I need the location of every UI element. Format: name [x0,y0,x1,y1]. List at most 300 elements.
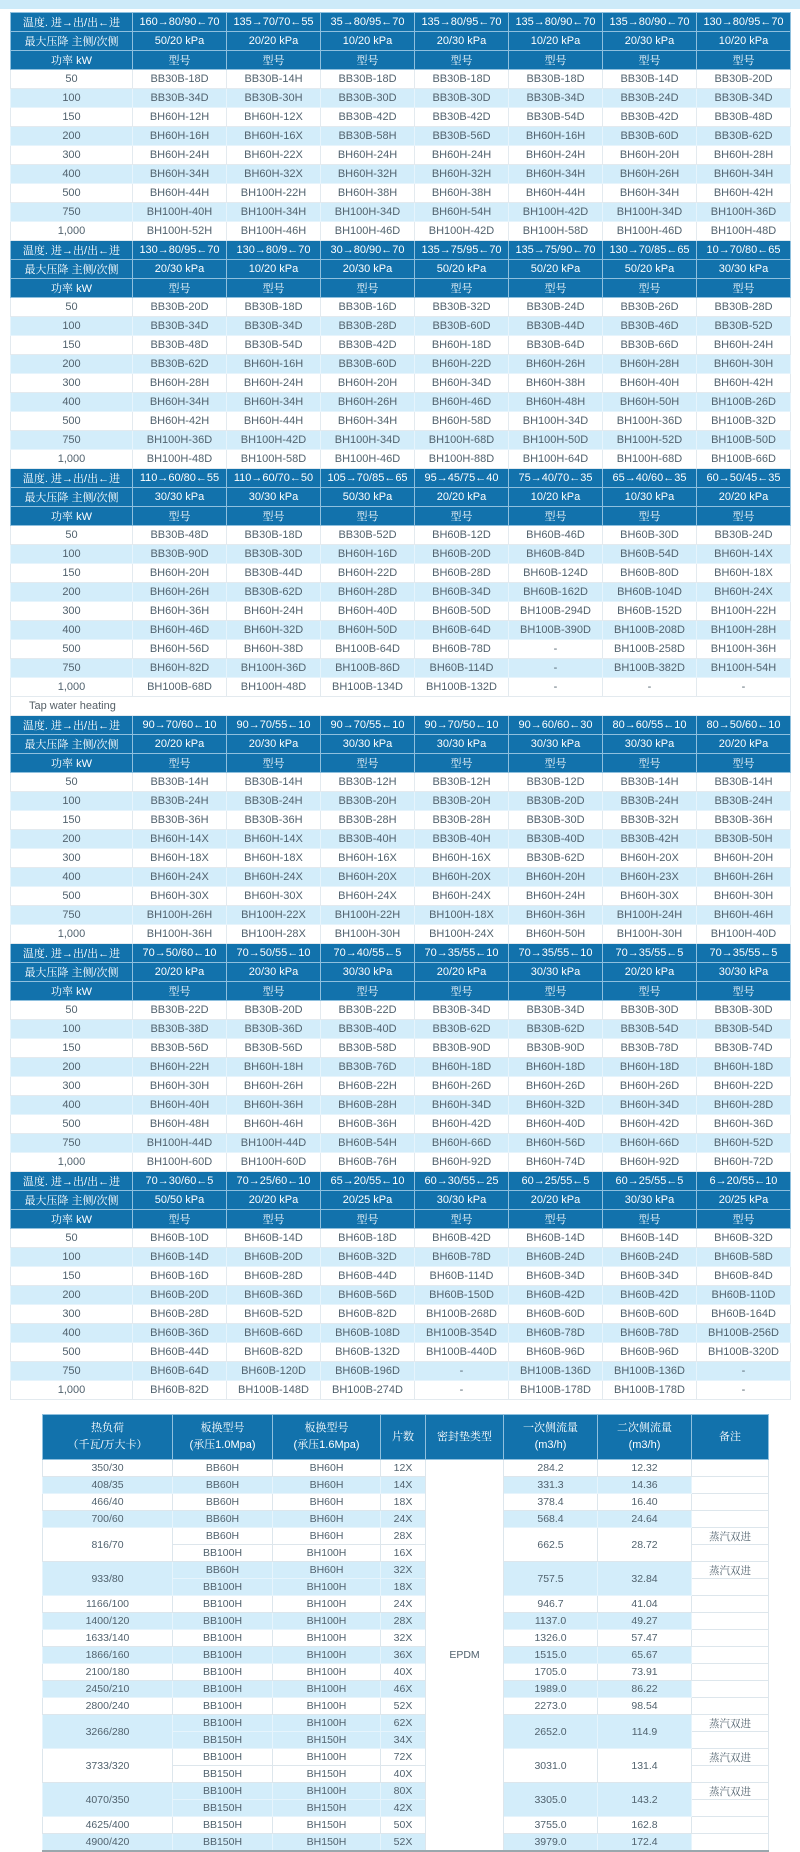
temp-header-cell: 90→70/55←10 [227,716,321,735]
pressure-header-cell: 30/30 kPa [321,735,415,754]
power-cell: 1,000 [11,678,133,697]
model-cell: BH60H-18X [227,849,321,868]
model-cell: BH60B-44D [133,1343,227,1362]
secondary-flow-cell: 65.67 [598,1647,692,1664]
model-cell: BH60H-20H [133,564,227,583]
temp-header-cell: 60→25/55←5 [603,1172,697,1191]
temp-header-cell: 35→80/95←70 [321,13,415,32]
spec-row [43,1817,769,1834]
model-cell: BH60B-28D [415,564,509,583]
model-cell: BH60H-30H [697,887,791,906]
power-cell: 1,000 [11,222,133,241]
plate-count-cell: 14X [381,1477,426,1494]
power-cell: 400 [11,1324,133,1343]
model-cell: BB30B-18D [227,526,321,545]
power-cell: 200 [11,355,133,374]
model-cell: BH60H-32X [227,165,321,184]
model-cell: BH60B-110D [697,1286,791,1305]
model-label: 型号 [415,1210,509,1229]
temp-header-cell: 80→50/60←10 [697,716,791,735]
model-1mpa-cell: BB60H [173,1494,273,1511]
remark-cell [692,1766,769,1783]
model-cell: BH60H-34H [697,165,791,184]
power-cell: 200 [11,1286,133,1305]
model-cell: BH60H-16X [321,849,415,868]
model-cell: BB30B-34D [133,89,227,108]
model-cell: BH60H-24X [321,887,415,906]
model-cell: BH60B-84D [509,545,603,564]
model-cell: BH60H-38H [321,184,415,203]
spec-row [43,1664,769,1681]
model-cell: BB30B-20D [509,792,603,811]
spec-table-head [43,1415,769,1460]
spec-row [43,1528,769,1545]
model-cell: BH60H-34D [415,1096,509,1115]
pressure-header-cell: 50/20 kPa [133,32,227,51]
model-row [11,526,791,545]
model-cell: BH60H-26H [321,393,415,412]
model-cell: BB30B-20H [415,792,509,811]
model-cell: - [415,1362,509,1381]
model-cell: BH60B-24D [603,1248,697,1267]
model-cell: BH60H-26H [509,355,603,374]
model-row [11,1020,791,1039]
temp-header-cell: 135→75/95←70 [415,241,509,260]
model-cell: BH60B-28H [321,1096,415,1115]
model-row [11,1362,791,1381]
model-cell: - [415,1381,509,1400]
plate-count-cell: 40X [381,1664,426,1681]
model-cell: BH100B-354D [415,1324,509,1343]
model-cell: BH100H-36H [697,640,791,659]
secondary-flow-cell: 12.32 [598,1460,692,1477]
model-cell: BH60H-20H [697,849,791,868]
remark-cell [692,1647,769,1664]
model-cell: - [509,678,603,697]
power-cell: 1,000 [11,925,133,944]
selection-table-body [11,13,791,1400]
model-cell: BH100H-42D [227,431,321,450]
model-cell: BH60B-54D [603,545,697,564]
model-label: 型号 [321,279,415,298]
model-cell: BH60H-24H [227,602,321,621]
model-1mpa-cell: BB100H [173,1698,273,1715]
model-cell: BB30B-42D [321,336,415,355]
model-label: 型号 [509,507,603,526]
model-cell: BH60H-42H [697,184,791,203]
model-cell: BH60H-50H [509,925,603,944]
model-cell: BH60H-26D [603,1077,697,1096]
temp-header-cell: 60→25/55←5 [509,1172,603,1191]
model-cell: BH100H-44D [133,1134,227,1153]
heat-load-cell: 2100/180 [43,1664,173,1681]
secondary-flow-cell: 57.47 [598,1630,692,1647]
model-cell: BB30B-18D [509,70,603,89]
spec-row [43,1596,769,1613]
model-cell: BH60B-14D [133,1248,227,1267]
power-cell: 300 [11,1305,133,1324]
model-cell: BB30B-48D [133,526,227,545]
tap-water-row [11,697,791,716]
model-label: 型号 [133,1210,227,1229]
temp-header-cell: 90→60/60←30 [509,716,603,735]
model-label: 型号 [415,51,509,70]
model-cell: BB30B-36H [697,811,791,830]
remark-cell [692,1698,769,1715]
model-row [11,1305,791,1324]
model-cell: BH60H-26H [697,868,791,887]
spec-header-cell: 一次侧流量 (m3/h) [504,1415,598,1460]
plate-count-cell: 72X [381,1749,426,1766]
model-cell: BB30B-60D [415,317,509,336]
temp-label: 温度. 进→出/出←进 [11,469,133,488]
power-cell: 150 [11,108,133,127]
model-cell: BH60H-26D [509,1077,603,1096]
model-cell: BB30B-60D [603,127,697,146]
selection-table [10,12,791,1400]
model-label: 型号 [603,982,697,1001]
model-cell: BH60H-32H [321,165,415,184]
model-1p6mpa-cell: BH100H [273,1613,381,1630]
model-label: 型号 [321,51,415,70]
secondary-flow-cell: 172.4 [598,1834,692,1852]
model-1mpa-cell: BB60H [173,1528,273,1545]
model-cell: BH60B-16D [133,1267,227,1286]
pressure-header-cell: 30/30 kPa [603,735,697,754]
heat-load-cell: 1633/140 [43,1630,173,1647]
model-cell: BB30B-62D [227,583,321,602]
model-cell: BH60H-34H [227,393,321,412]
model-label: 型号 [603,51,697,70]
temp-header-cell: 60→30/55←25 [415,1172,509,1191]
model-cell: BB30B-48D [697,108,791,127]
model-row [11,184,791,203]
model-label: 型号 [697,507,791,526]
model-cell: BH60H-20X [415,868,509,887]
power-cell: 750 [11,1362,133,1381]
power-cell: 200 [11,127,133,146]
model-cell: BH60B-36D [227,1286,321,1305]
temp-header-cell: 110→60/80←55 [133,469,227,488]
pressure-label: 最大压降 主侧/次侧 [11,1191,133,1210]
secondary-flow-cell: 24.64 [598,1511,692,1528]
plate-count-cell: 40X [381,1766,426,1783]
pressure-header-cell: 20/20 kPa [133,735,227,754]
power-cell: 300 [11,1077,133,1096]
model-cell: BB30B-36H [227,811,321,830]
power-cell: 50 [11,773,133,792]
model-row [11,222,791,241]
model-cell: BB30B-28H [321,811,415,830]
spec-header-cell: 片数 [381,1415,426,1460]
model-cell: BB30B-54D [603,1020,697,1039]
remark-cell [692,1613,769,1630]
plate-count-cell: 34X [381,1732,426,1749]
power-cell: 50 [11,1001,133,1020]
model-cell: BB30B-66D [603,336,697,355]
pressure-header-cell: 20/30 kPa [133,260,227,279]
model-cell: BH100H-34D [321,203,415,222]
model-cell: BH100B-50D [697,431,791,450]
model-cell: BH60H-92D [603,1153,697,1172]
pressure-header-cell: 10/20 kPa [697,32,791,51]
model-cell: BH60H-14X [133,830,227,849]
model-cell: BH60H-24X [415,887,509,906]
model-cell: BH100B-132D [415,678,509,697]
model-cell: BH60H-22D [321,564,415,583]
model-cell: BH60H-48H [133,1115,227,1134]
model-cell: BH100B-256D [697,1324,791,1343]
secondary-flow-cell: 16.40 [598,1494,692,1511]
spec-header-cell: 板换型号 (承压1.0Mpa) [173,1415,273,1460]
model-cell: BH60B-80D [603,564,697,583]
primary-flow-cell: 568.4 [504,1511,598,1528]
model-cell: BB30B-30D [415,89,509,108]
tap-water-label: Tap water heating [11,697,791,716]
model-row [11,317,791,336]
power-cell: 150 [11,336,133,355]
secondary-flow-cell: 114.9 [598,1715,692,1749]
model-row [11,298,791,317]
power-cell: 750 [11,906,133,925]
model-cell: BH60B-42D [509,1286,603,1305]
model-cell: BH100H-36H [133,925,227,944]
model-cell: BH100H-36D [697,203,791,222]
pressure-header-cell: 30/30 kPa [133,488,227,507]
pressure-header-cell: 20/25 kPa [321,1191,415,1210]
model-cell: BH60H-32D [227,621,321,640]
model-cell: BB30B-40H [415,830,509,849]
model-label: 型号 [697,1210,791,1229]
model-cell: BH60H-14X [697,545,791,564]
model-row [11,1248,791,1267]
pressure-header-cell: 30/30 kPa [227,488,321,507]
model-cell: BH60H-30H [133,1077,227,1096]
temp-header-cell: 135→80/90←70 [603,13,697,32]
pressure-header-cell: 20/20 kPa [227,32,321,51]
model-cell: BB30B-14H [603,773,697,792]
remark-cell [692,1596,769,1613]
model-label: 型号 [603,507,697,526]
model-cell: BH60H-56D [133,640,227,659]
model-cell: BB30B-34D [133,317,227,336]
model-cell: BB30B-78D [603,1039,697,1058]
model-cell: BH60H-50H [603,393,697,412]
model-label: 型号 [321,507,415,526]
pressure-header-cell: 10/20 kPa [509,488,603,507]
model-cell: BH60H-44H [133,184,227,203]
model-cell: BH60H-16H [509,127,603,146]
model-cell: BH60H-24X [133,868,227,887]
power-label: 功率 kW [11,279,133,298]
model-cell: BH100B-268D [415,1305,509,1324]
model-cell: BH100H-28H [697,621,791,640]
power-cell: 750 [11,1134,133,1153]
model-1mpa-cell: BB100H [173,1749,273,1766]
model-cell: BB30B-16D [321,298,415,317]
model-cell: BH60B-42D [415,1229,509,1248]
model-cell: BH100H-42D [415,222,509,241]
secondary-flow-cell: 86.22 [598,1681,692,1698]
temp-header-cell: 65→40/60←35 [603,469,697,488]
model-row [11,659,791,678]
plate-count-cell: 52X [381,1834,426,1852]
spec-row [43,1562,769,1579]
temp-header-cell: 90→70/55←10 [321,716,415,735]
model-label: 型号 [697,279,791,298]
model-row [11,146,791,165]
model-cell: BB30B-22D [321,1001,415,1020]
model-1p6mpa-cell: BH100H [273,1783,381,1800]
pressure-header-cell: 20/30 kPa [321,260,415,279]
model-row [11,450,791,469]
primary-flow-cell: 1515.0 [504,1647,598,1664]
temp-header-cell: 65→20/55←10 [321,1172,415,1191]
temp-header-cell: 90→70/60←10 [133,716,227,735]
model-1p6mpa-cell: BH100H [273,1681,381,1698]
model-cell: BH100B-66D [697,450,791,469]
model-cell: BB30B-62D [509,849,603,868]
model-row [11,1134,791,1153]
pressure-label: 最大压降 主侧/次侧 [11,488,133,507]
model-cell: BH60B-32D [697,1229,791,1248]
model-row [11,830,791,849]
model-cell: BH100H-42D [509,203,603,222]
model-cell: BH60H-46D [415,393,509,412]
pressure-header-cell: 20/20 kPa [227,1191,321,1210]
temp-header-cell: 135→75/90←70 [509,241,603,260]
model-cell: BH60H-26H [227,1077,321,1096]
model-1p6mpa-cell: BH100H [273,1749,381,1766]
model-cell: BH100H-52D [603,431,697,450]
model-1p6mpa-cell: BH150H [273,1817,381,1834]
model-cell: BH60H-40D [509,1115,603,1134]
model-1mpa-cell: BB100H [173,1664,273,1681]
pressure-header-cell: 30/30 kPa [603,1191,697,1210]
model-label: 型号 [321,982,415,1001]
power-cell: 1,000 [11,450,133,469]
remark-cell: 蒸汽双进 [692,1715,769,1732]
model-1mpa-cell: BB150H [173,1766,273,1783]
model-row [11,1381,791,1400]
temp-header-cell: 130→70/85←65 [603,241,697,260]
model-cell: BB30B-62D [415,1020,509,1039]
plate-count-cell: 46X [381,1681,426,1698]
model-cell: BB30B-90D [133,545,227,564]
model-label: 型号 [509,51,603,70]
power-label: 功率 kW [11,51,133,70]
model-cell: BH60H-34D [603,1096,697,1115]
model-cell: BH60B-54H [321,1134,415,1153]
model-cell: BH60H-16H [133,127,227,146]
model-label: 型号 [321,754,415,773]
model-row [11,678,791,697]
model-cell: BH100H-26H [133,906,227,925]
model-cell: BH60H-22D [415,355,509,374]
model-cell: BH100B-64D [321,640,415,659]
model-cell: BH60H-24H [509,146,603,165]
model-cell: BB30B-12H [321,773,415,792]
primary-flow-cell: 3031.0 [504,1749,598,1783]
heat-load-cell: 408/35 [43,1477,173,1494]
model-cell: BH60B-120D [227,1362,321,1381]
model-cell: BB30B-62D [509,1020,603,1039]
pressure-header-cell: 30/30 kPa [509,735,603,754]
pressure-header-row [11,488,791,507]
model-row [11,1115,791,1134]
temp-header-row [11,944,791,963]
primary-flow-cell: 1705.0 [504,1664,598,1681]
model-cell: BH60B-36H [321,1115,415,1134]
model-row [11,1096,791,1115]
spec-table [42,1414,769,1852]
remark-cell [692,1732,769,1749]
model-cell: BH60B-50D [415,602,509,621]
model-cell: BH60B-28D [133,1305,227,1324]
model-cell: BB30B-42D [415,108,509,127]
temp-header-cell: 75→40/70←35 [509,469,603,488]
model-cell: BB30B-14D [603,70,697,89]
pressure-header-cell: 30/30 kPa [697,260,791,279]
model-row [11,792,791,811]
model-1mpa-cell: BB100H [173,1783,273,1800]
model-cell: BH60H-18H [227,1058,321,1077]
model-cell: BB30B-20H [321,792,415,811]
model-cell: BH60H-24H [133,146,227,165]
model-cell: BH60H-38H [509,374,603,393]
power-cell: 50 [11,526,133,545]
model-cell: BB30B-56D [415,127,509,146]
model-cell: BH60H-24H [697,336,791,355]
spec-row [43,1834,769,1852]
model-row [11,1153,791,1172]
heat-load-cell: 350/30 [43,1460,173,1477]
temp-header-cell: 130→80/9←70 [227,241,321,260]
model-1mpa-cell: BB100H [173,1613,273,1630]
model-cell: BB30B-52D [697,317,791,336]
model-label: 型号 [227,754,321,773]
model-cell: BH60H-28D [321,583,415,602]
spec-row [43,1715,769,1732]
model-1p6mpa-cell: BH60H [273,1562,381,1579]
model-cell: BH60H-24X [227,868,321,887]
model-cell: BH60B-78D [603,1324,697,1343]
model-cell: BH100H-24X [415,925,509,944]
pressure-header-cell: 20/25 kPa [697,1191,791,1210]
model-1mpa-cell: BB150H [173,1732,273,1749]
pressure-header-cell: 50/50 kPa [133,1191,227,1210]
model-row [11,336,791,355]
model-cell: BH60B-64D [415,621,509,640]
model-cell: BH100H-30H [603,925,697,944]
model-cell: BH100B-320D [697,1343,791,1362]
model-cell: BB30B-42D [321,108,415,127]
model-cell: BB30B-58D [321,1039,415,1058]
model-cell: BH100B-294D [509,602,603,621]
model-cell: BB30B-62D [697,127,791,146]
model-1p6mpa-cell: BH150H [273,1800,381,1817]
temp-header-cell: 70→25/60←10 [227,1172,321,1191]
power-cell: 300 [11,602,133,621]
model-1mpa-cell: BB100H [173,1579,273,1596]
spec-row [43,1681,769,1698]
primary-flow-cell: 757.5 [504,1562,598,1596]
model-cell: BH60B-32D [321,1248,415,1267]
model-cell: BH60B-114D [415,1267,509,1286]
heat-load-cell: 2450/210 [43,1681,173,1698]
model-cell: BH60H-28D [697,1096,791,1115]
model-cell: BH100B-274D [321,1381,415,1400]
